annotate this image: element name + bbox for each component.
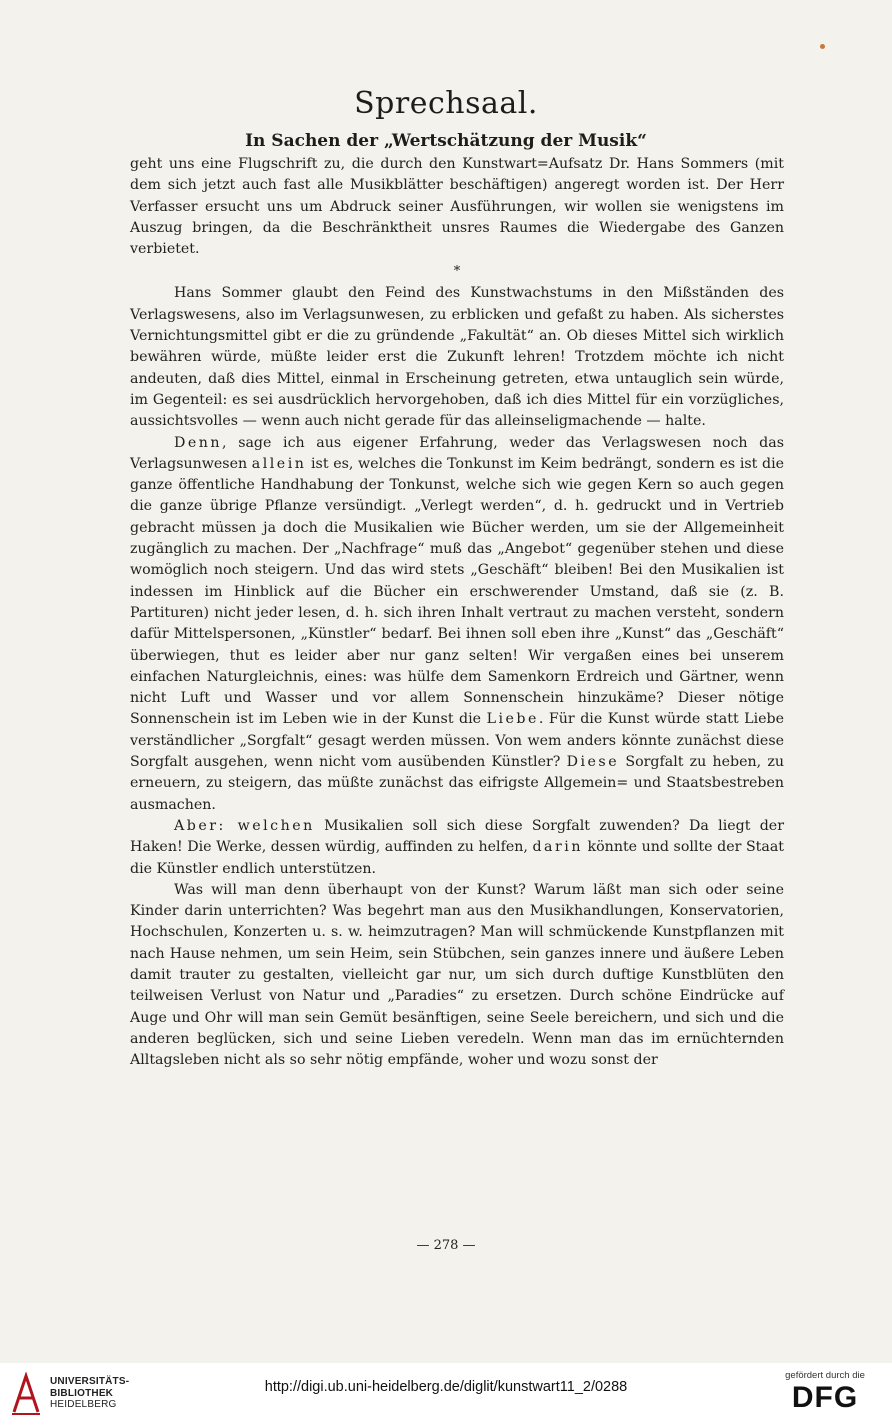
- spaced-word: Diese: [566, 754, 620, 771]
- paragraph-2: [130, 433, 784, 816]
- text-run: Sorgfalt zu heben, zu erneuern, zu steigern, das müßte zunächst das eifrigste Allgemein= und Staatsbestreben ausmachen.: [130, 754, 785, 813]
- spaced-word: allein: [251, 455, 307, 472]
- article-body: [130, 154, 784, 1071]
- funding-label: gefördert durch die: [785, 1370, 865, 1381]
- article-subtitle: In Sachen der „Wertschätzung der Musik“: [245, 131, 647, 151]
- library-name-line: UNIVERSITÄTS-: [50, 1376, 130, 1387]
- funding-credit: [770, 1370, 880, 1415]
- paragraph-4: Was will man denn überhaupt von der Kunst? Warum läßt man sich oder seine Kinder darin unterrichten? Was begehrt man aus den Musikhandlungen, Konservatorien, Hochschulen, Konzerten u. s. w. heimzutragen? Man will schmückende Kunstpflanzen mit nach Hause nehmen, um sein Heim, sein Stübchen, sein ganzes innere und äußere Leben damit trauter zu gestalten, vielleicht gar nur, um sich durch duftige Kunstblüten den teilweisen Verlust von Natur und „Paradies“ zu ersetzen. Durch schöne Eindrücke auf Auge und Ohr will man sein Gemüt besänftigen, seine Seele bereichern, und sich und die anderen beglücken, sich und seine Lieben veredeln. Wenn man das im ernüchternden Alltagsleben nicht als so sehr nötig empfände, woher und wozu sonst der: [130, 881, 784, 1069]
- dfg-logo: DFG: [791, 1381, 859, 1414]
- section-separator: *: [453, 264, 461, 280]
- spaced-word: darin: [532, 839, 583, 856]
- paragraph-1: Hans Sommer glaubt den Feind des Kunstwachstums in den Mißständen des Verlagswesens, also im Verlagsunwesen, zu erblicken und gefaßt zu haben. Als sicherstes Vernichtungsmittel gibt er die zu gründende „Fakultät“ an. Ob dieses Mittel sich wirklich bewähren würde, müßte leider erst die Zukunft lehren! Trotzdem möchte ich nicht andeuten, daß dies Mittel, einmal in Erscheinung getreten, etwa untauglich sein würde, im Gegenteil: es sei ausdrücklich hervorgehoben, daß ich dies Mittel für ein vorzügliches, aussichtsvolles — wenn auch nicht gerade für das alleinseligmachende — halte.: [130, 285, 784, 430]
- text-run: könnte und sollte der Staat die Künstler endlich unterstützen.: [130, 839, 784, 877]
- spaced-word: Aber: welchen: [174, 817, 315, 834]
- intro-paragraph: geht uns eine Flugschrift zu, die durch den Kunstwart=Aufsatz Dr. Hans Sommers (mit dem sich jetzt auch fast alle Musikblätter beschäftigen) angeregt worden ist. Der Herr Verfasser ersucht uns um Abdruck seiner Ausführungen, wir wollen sie wenigstens im Auszug bringen, da die Beschränktheit unsres Raumes die Wiedergabe des Ganzen verbietet.: [130, 156, 784, 258]
- text-run: , sage ich aus eigener Erfahrung, weder das Verlagswesen noch das Verlagsunwesen: [130, 434, 784, 472]
- library-name-line: HEIDELBERG: [50, 1399, 117, 1410]
- paragraph-3: [130, 816, 784, 880]
- footer-bar: [0, 1363, 892, 1427]
- spaced-word: Liebe: [486, 711, 539, 728]
- page-number: — 278 —: [416, 1238, 476, 1253]
- text-run: Musikalien soll sich diese Sorgfalt zuwenden? Da liegt der Haken! Die Werke, dessen würdig, auffinden zu helfen,: [130, 817, 784, 856]
- text-run: . Für die Kunst würde statt Liebe verständlicher „Sorgfalt“ gesagt werden müssen. Von wem anders könnte zunächst diese Sorgfalt ausgehen, wenn nicht vom ausübenden Künstler?: [130, 711, 785, 771]
- library-name-line: BIBLIOTHEK: [50, 1387, 114, 1399]
- spaced-word: Denn: [174, 434, 223, 451]
- paper-spot: [820, 44, 825, 49]
- text-run: ist es, welches die Tonkunst im Keim bedrängt, sondern es ist die ganze öffentliche Handhabung der Tonkunst, welche sich wie gegen Kern so auch gegen die ganze übrige Pflanze versündigt. „Verlegt werden“, d. h. gedruckt und in Vertrieb gebracht müssen ja doch die Musikalien wie Bücher werden, um sie der Allgemeinheit zugänglich zu machen. Der „Nachfrage“ muß das „Angebot“ gegenüber stehen und diese womöglich noch steigern. Und das wird stets „Geschäft“ bleiben! Bei den Musikalien ist indessen im Hinblick auf die Bücher ein erschwerender Umstand, daß sie (z. B. Partituren) nicht jeder lesen, d. h. sich ihren Inhalt vertraut zu machen versteht, sondern dafür Mittelspersonen, „Künstler“ bedarf. Bei ihnen soll eben ihre „Kunst“ das „Geschäft“ überwiegen, thut es leider aber nur ganz selten! Wir vergaßen eines bei unserem einfachen Naturgleichnis, eines: was hülfe dem Samenkorn Erdreich und Gärtner, wenn nicht Luft und Wasser und vor allem Sonnenschein hinzukäme? Dieser nötige Sonnenschein ist im Leben wie in der Kunst die: [130, 455, 784, 728]
- source-url-link[interactable]: http://digi.ub.uni-heidelberg.de/diglit/kunstwart11_2/0288: [264, 1379, 628, 1395]
- page-title: Sprechsaal.: [354, 86, 538, 121]
